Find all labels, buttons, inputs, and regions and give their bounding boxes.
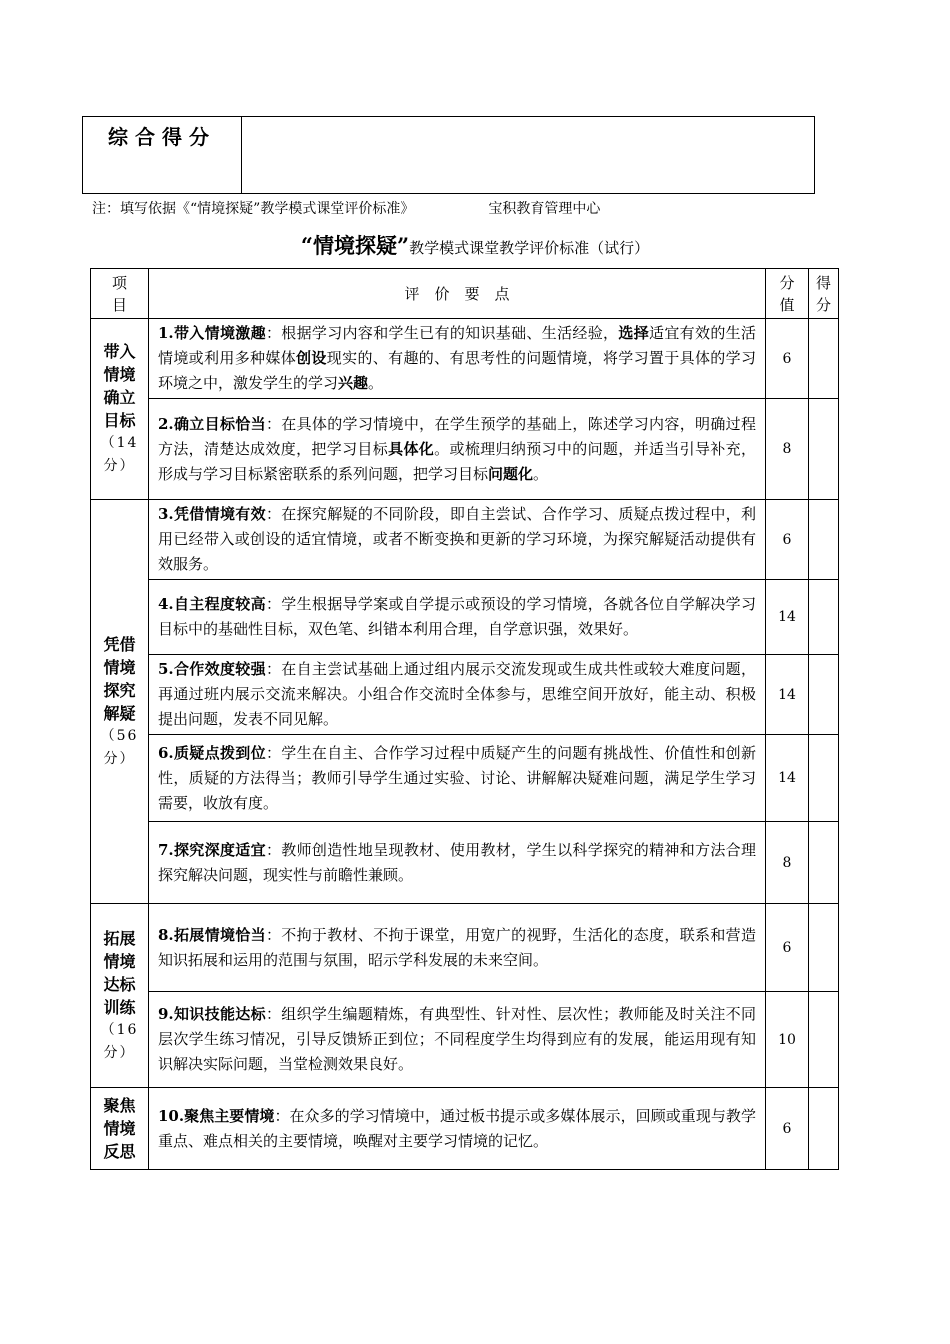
value-6: 14 [766, 735, 809, 822]
table-row [91, 319, 839, 399]
score-cell-1[interactable] [809, 319, 839, 399]
point-emphasis: 具体化 [388, 439, 435, 458]
point-6 [149, 735, 766, 822]
value-10: 6 [766, 1088, 809, 1170]
category-line: 聚焦 [103, 1096, 136, 1115]
evaluation-table [90, 268, 839, 1170]
point-text: ：在探究解疑的不同阶段，即自主尝试、合作学习、质疑点拨过程中，利用已经带入或创设的适宜情境，或者不断变换和更新的学习环境，为探究解疑活动提供有效服务。 [158, 505, 756, 573]
point-text: 现实的、有趣的、有思考性的问题情境，将学习置于具体的学习环境之中，激发学生的学习 [158, 349, 756, 392]
category-line: 目标 [103, 411, 136, 430]
value-2: 8 [766, 399, 809, 500]
point-heading: 2.确立目标恰当 [158, 414, 266, 433]
header-value: 分 值 [766, 269, 809, 319]
category-1 [91, 319, 149, 500]
category-line: 探究 [103, 680, 136, 700]
title-sub: 教学模式课堂教学评价标准（试行） [409, 239, 650, 257]
point-text: ：根据学习内容和学生已有的知识基础、生活经验， [265, 324, 619, 342]
point-text: ：在众多的学习情境中，通过板书提示或多媒体展示，回顾或重现与教学重点、难点相关的主要情境，唤醒对主要学习情境的记忆。 [158, 1106, 756, 1150]
footnote-text: 注：填写依据《“情境探疑”教学模式课堂评价标准》 [92, 201, 415, 217]
title-main: “情境探疑” [300, 233, 410, 258]
category-score: 分） [103, 750, 136, 767]
point-text: 。 [368, 374, 384, 392]
score-cell-4[interactable] [809, 580, 839, 655]
table-row [91, 904, 839, 992]
point-text: 。或梳理归纳预习中的问题，并适当引导补充，形成与学习目标紧密联系的系列问题，把学习目标 [158, 439, 756, 483]
header-score: 得 分 [809, 269, 839, 319]
score-cell-6[interactable] [809, 735, 839, 822]
table-row [91, 992, 839, 1088]
table-row [91, 399, 839, 500]
category-line: 达标 [103, 974, 136, 994]
point-emphasis: 兴趣 [338, 374, 369, 392]
point-10 [149, 1088, 766, 1170]
point-emphasis: 选择 [618, 324, 650, 342]
score-cell-3[interactable] [809, 500, 839, 580]
value-4: 14 [766, 580, 809, 655]
category-score: （16 [100, 1021, 139, 1038]
point-text: ：组织学生编题精炼，有典型性、针对性、层次性；教师能及时关注不同层次学生练习情况，引导反馈矫正到位；不同程度学生均得到应有的发展，能运用现有知识解决实际问题，当堂检测效果良好。 [158, 1005, 756, 1073]
category-line: 凭借 [103, 634, 136, 654]
value-8: 6 [766, 904, 809, 992]
point-3 [149, 500, 766, 580]
point-heading: 5.合作效度较强 [158, 660, 266, 678]
value-3: 6 [766, 500, 809, 580]
point-text: ：教师创造性地呈现教材、使用教材，学生以科学探究的精神和方法合理探究解决问题，现实性与前瞻性兼顾。 [158, 840, 756, 884]
table-row [91, 1088, 839, 1170]
category-line: 拓展 [103, 928, 136, 948]
score-cell-2[interactable] [809, 399, 839, 500]
point-8 [149, 904, 766, 992]
score-cell-8[interactable] [809, 904, 839, 992]
category-3 [91, 904, 149, 1088]
point-emphasis: 问题化 [488, 464, 534, 483]
point-emphasis: 创设 [296, 349, 327, 367]
score-cell-9[interactable] [809, 992, 839, 1088]
value-9: 10 [766, 992, 809, 1088]
category-line: 解疑 [103, 703, 136, 723]
point-text: ：学生在自主、合作学习过程中质疑产生的问题有挑战性、价值性和创新性，质疑的方法得当；教师引导学生通过实验、讨论、讲解解决疑难问题，满足学生学习需要，收放有度。 [158, 743, 756, 812]
category-line: 确立 [103, 388, 136, 407]
point-text: ：学生根据导学案或自学提示或预设的学习情境，各就各位自学解决学习目标中的基础性目标，双色笔、纠错本利用合理，自学意识强，效果好。 [158, 595, 756, 638]
point-1 [149, 319, 766, 399]
category-score: 分） [103, 1044, 136, 1061]
table-row [91, 500, 839, 580]
point-heading: 4.自主程度较高 [158, 595, 266, 613]
overall-score-field[interactable] [242, 117, 815, 194]
score-cell-7[interactable] [809, 822, 839, 904]
category-4 [91, 1088, 149, 1170]
overall-score-table [82, 116, 815, 194]
category-line: 情境 [103, 951, 136, 971]
table-row [91, 580, 839, 655]
point-text: 适宜有效的生活情境或利用多种媒体 [158, 324, 756, 367]
value-1: 6 [766, 319, 809, 399]
point-2 [149, 399, 766, 500]
category-line: 带入 [103, 342, 136, 361]
point-text: ：在具体的学习情境中，在学生预学的基础上，陈述学习内容，明确过程方法，清楚达成效度，把学习目标 [158, 414, 756, 458]
point-heading: 7.探究深度适宜 [158, 840, 266, 859]
table-row [91, 655, 839, 735]
footnote-organization: 宝积教育管理中心 [488, 201, 601, 217]
score-cell-5[interactable] [809, 655, 839, 735]
point-text: 。 [533, 464, 549, 483]
point-heading: 10.聚焦主要情境 [158, 1106, 275, 1125]
table-row [91, 735, 839, 822]
point-heading: 9.知识技能达标 [158, 1005, 266, 1023]
overall-score-label: 综合得分 [83, 117, 242, 194]
footnote [92, 198, 600, 218]
point-4 [149, 580, 766, 655]
point-heading: 8.拓展情境恰当 [158, 925, 266, 944]
point-text: ：在自主尝试基础上通过组内展示交流发现或生成共性或较大难度问题，再通过班内展示交流来解决。小组合作交流时全体参与，思维空间开放好，能主动、积极提出问题，发表不同见解。 [158, 660, 756, 728]
category-line: 情境 [103, 657, 136, 677]
score-cell-10[interactable] [809, 1088, 839, 1170]
value-7: 8 [766, 822, 809, 904]
point-text: ：不拘于教材、不拘于课堂，用宽广的视野，生活化的态度，联系和营造知识拓展和运用的范围与氛围，昭示学科发展的未来空间。 [158, 925, 756, 969]
table-row [91, 822, 839, 904]
header-row [91, 269, 839, 319]
category-line: 情境 [103, 365, 136, 384]
page-title [0, 230, 950, 260]
point-7 [149, 822, 766, 904]
category-score: （56 [100, 727, 139, 744]
category-line: 训练 [103, 997, 136, 1017]
category-line: 反思 [103, 1142, 136, 1161]
header-points: 评 价 要 点 [149, 269, 766, 319]
point-9 [149, 992, 766, 1088]
category-2 [91, 500, 149, 904]
value-5: 14 [766, 655, 809, 735]
point-5 [149, 655, 766, 735]
point-heading: 1.带入情境激趣 [158, 324, 266, 342]
category-line: 情境 [103, 1119, 136, 1138]
point-heading: 3.凭借情境有效 [158, 505, 266, 523]
point-heading: 6.质疑点拨到位 [158, 743, 266, 762]
category-score: 分） [103, 458, 136, 474]
category-score: （14 [100, 435, 139, 451]
header-item: 项 目 [91, 269, 149, 319]
